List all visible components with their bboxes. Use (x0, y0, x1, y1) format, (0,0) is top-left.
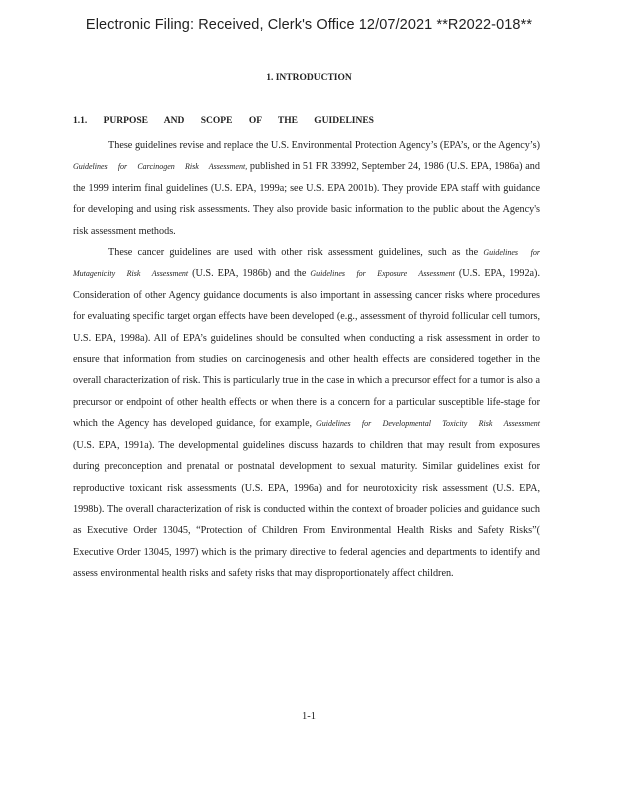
paragraph-text: (U.S. EPA, 1991a). The developmental guidelines discuss hazards to children that may result from exposures during preconception and prenatal or postnatal development to sexual maturity. Similar guidelines exist for reproductive toxicant risk assessments (U.S. EPA, 1996a) and for neurotoxicity risk assessment (U.S. EPA, 1998b). The overall characterization of risk is conducted within the context of broader policies and guidance such as Executive Order 13045, “Protection of Children From Environmental Health Risks and Safety Risks”( Executive Order 13045, 1997) which is the primary directive to federal agencies and departments to identify and assess environmental health risks and safety risks that may disproportionately affect children. (73, 439, 540, 580)
paragraph-purpose (73, 135, 540, 242)
section-heading: 1. INTRODUCTION (266, 73, 352, 83)
paragraph-text: (U.S. EPA, 1992a). Consideration of other Agency guidance documents is also important in assessing cancer risks where procedures for evaluating specific target organ effects have been developed (e.g., assessment of thyroid follicular cell tumors, U.S. EPA, 1998a). All of EPA’s guidelines should be consulted when conducting a risk assessment in order to ensure that information from studies on carcinogenesis and other health effects are considered together in the overall characterization of risk. This is particularly true in the case in which a precursor effect for a tumor is also a precursor or endpoint of other health effects or when there is a concern for a particular susceptible life-stage for which the Agency has developed guidance, for example, (73, 268, 540, 430)
paragraph-text: published in 51 FR 33992, September 24, 1986 (U.S. EPA, 1986a) and the 1999 interim final guidelines (U.S. EPA, 1999a; see U.S. EPA 2001b). They provide EPA staff with guidance for developing and using risk assessments. They also provide basic information to the public about the Agency's risk assessment methods. (73, 161, 540, 237)
paragraph-text: (U.S. EPA, 1986b) and the (188, 268, 311, 280)
subsection-heading: 1.1. PURPOSE AND SCOPE OF THE GUIDELINES (73, 116, 374, 126)
electronic-filing-stamp: Electronic Filing: Received, Clerk's Office 12/07/2021 **R2022-018** (85, 17, 533, 33)
paragraph-text: These guidelines revise and replace the U.S. Environmental Protection Agency’s (EPA’s, or the Agency’s) (108, 140, 540, 151)
cited-guideline-title: Guidelines for Exposure Assessment (310, 269, 455, 279)
paragraph-related-guidelines (73, 242, 540, 585)
cited-guideline-title: Guidelines for Mutagenicity Risk Assessment (73, 248, 540, 279)
paragraph-text: These cancer guidelines are used with other risk assessment guidelines, such as the (108, 247, 484, 259)
cited-guideline-title: Guidelines for Carcinogen Risk Assessment, (73, 162, 248, 172)
page-number: 1-1 (302, 711, 316, 722)
document-body (73, 135, 540, 585)
cited-guideline-title: Guidelines for Developmental Toxicity Risk Assessment (315, 419, 541, 429)
